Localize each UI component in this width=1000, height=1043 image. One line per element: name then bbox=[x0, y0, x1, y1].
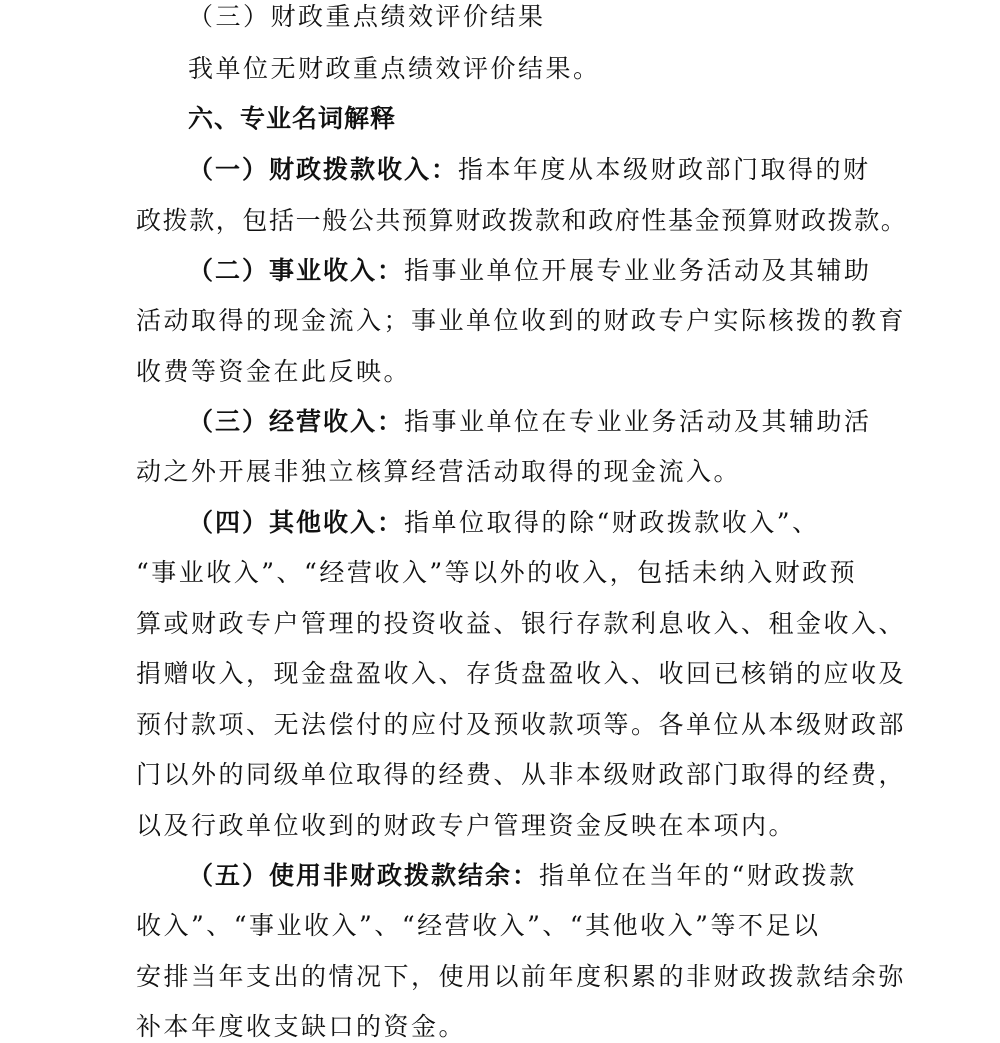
term-paragraph-line bbox=[188, 407, 872, 437]
term-paragraph-line: “事业收入”、“经营收入”等以外的收入，包括未纳入财政预 bbox=[136, 558, 858, 587]
term-label: （四）其他收入： bbox=[188, 508, 405, 537]
term-paragraph-line bbox=[188, 256, 872, 286]
term-paragraph-line: 算或财政专户管理的投资收益、银行存款利息收入、租金收入、 bbox=[136, 609, 907, 638]
term-paragraph-line: 捐赠收入，现金盘盈收入、存货盘盈收入、收回已核销的应收及 bbox=[136, 659, 907, 688]
term-label: （五）使用非财政拨款结余： bbox=[188, 861, 540, 890]
term-paragraph-line: 活动取得的现金流入；事业单位收到的财政专户实际核拨的教育 bbox=[136, 306, 907, 335]
term-label: （一）财政拨款收入： bbox=[188, 155, 459, 184]
term-paragraph-line: 门以外的同级单位取得的经费、从非本级财政部门取得的经费， bbox=[136, 760, 907, 789]
term-paragraph-line: 安排当年支出的情况下，使用以前年度积累的非财政拨款结余弥 bbox=[136, 962, 907, 991]
term-paragraph-line: 收入”、“事业收入”、“经营收入”、“其他收入”等不足以 bbox=[136, 911, 821, 940]
term-text: 指单位在当年的“财政拨款 bbox=[539, 861, 857, 890]
term-paragraph-line: 以及行政单位收到的财政专户管理资金反映在本项内。 bbox=[136, 811, 797, 840]
term-text: 指单位取得的除“财政拨款收入”、 bbox=[404, 508, 820, 537]
subsection-title: （三）财政重点绩效评价结果 bbox=[188, 2, 546, 31]
term-paragraph-line bbox=[188, 508, 820, 538]
term-paragraph-line: 收费等资金在此反映。 bbox=[136, 357, 412, 386]
term-text: 指事业单位开展专业业务活动及其辅助 bbox=[404, 256, 872, 285]
section-heading: 六、专业名词解释 bbox=[188, 104, 397, 133]
term-paragraph-line bbox=[188, 861, 857, 891]
term-paragraph-line: 动之外开展非独立核算经营活动取得的现金流入。 bbox=[136, 457, 742, 486]
term-text: 指本年度从本级财政部门取得的财 bbox=[458, 155, 871, 184]
term-paragraph-line: 补本年度收支缺口的资金。 bbox=[136, 1012, 467, 1041]
term-label: （三）经营收入： bbox=[188, 407, 405, 436]
term-paragraph-line bbox=[188, 155, 871, 185]
term-paragraph-line: 政拨款，包括一般公共预算财政拨款和政府性基金预算财政拨款。 bbox=[136, 206, 908, 235]
subsection-body: 我单位无财政重点绩效评价结果。 bbox=[188, 54, 601, 83]
term-paragraph-line: 预付款项、无法偿付的应付及预收款项等。各单位从本级财政部 bbox=[136, 710, 907, 739]
term-label: （二）事业收入： bbox=[188, 256, 405, 285]
term-text: 指事业单位在专业业务活动及其辅助活 bbox=[404, 407, 872, 436]
